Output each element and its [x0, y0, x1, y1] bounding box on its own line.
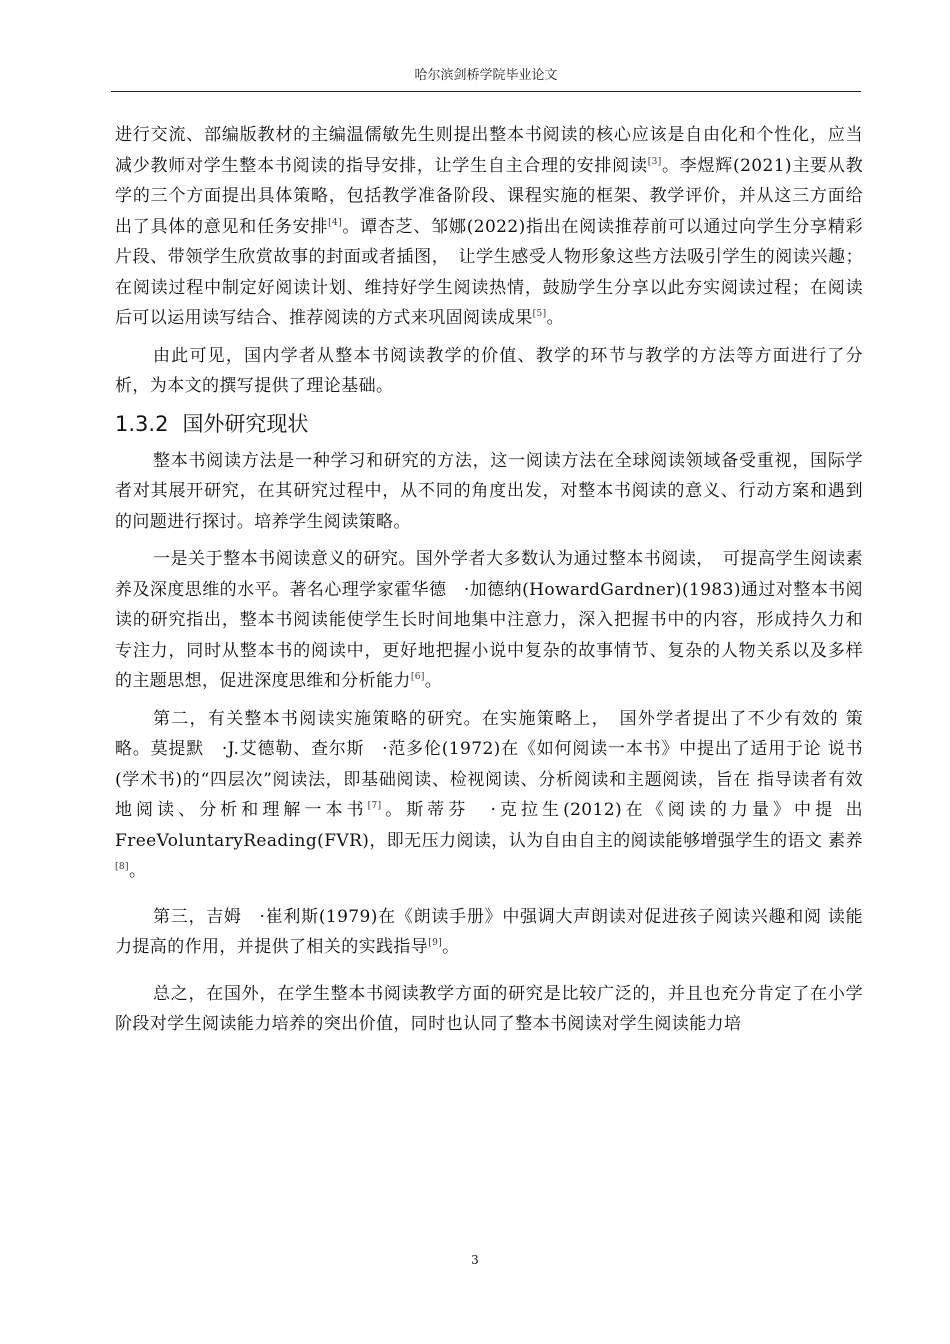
- citation: [9]: [428, 938, 443, 948]
- paragraph-foreign-summary: 总之，在国外，在学生整本书阅读教学方面的研究是比较广泛的，并且也充分肯定了在小学阶段对学生阅读能力培养的突出价值，同时也认同了整本书阅读对学生阅读能力培: [115, 983, 863, 1034]
- page-header: 哈尔滨剑桥学院毕业论文: [111, 64, 861, 92]
- section-title: 国外研究现状: [182, 411, 309, 436]
- paragraph-text: 。李煜辉(2021)主要从教学的三个方面提出具体策略，包括教学准备阶段、课程实施的框架、教学评价，并从这三方面给出了具体的意见和任务安排: [115, 155, 863, 237]
- paragraph-text: 。: [546, 308, 564, 328]
- citation: [4]: [328, 217, 343, 228]
- citation: [5]: [532, 309, 547, 319]
- paragraph-text: 。: [442, 937, 460, 957]
- body-text: [115, 120, 863, 1040]
- paragraph-text: 。: [128, 861, 147, 881]
- citation: [6]: [410, 672, 425, 682]
- paragraph-foreign-meaning: [115, 544, 863, 697]
- citation: [3]: [647, 156, 662, 167]
- paragraph-domestic-continued: [115, 120, 863, 334]
- paragraph-text: 。: [424, 671, 443, 691]
- paragraph-text: 。斯蒂芬 ·克拉生(2012)在《阅读的力量》中提 出 FreeVoluntaryReading(FVR)，即无压力阅读，认为自由自主的阅读能够增强学生的语文 素养: [115, 800, 863, 851]
- section-number: 1.3.2: [115, 411, 169, 436]
- paragraph-text: 第三，吉姆 ·崔利斯(1979)在《朗读手册》中强调大声朗读对促进孩子阅读兴趣和阅 读能力提高的作用，并提供了相关的实践指导: [115, 906, 863, 957]
- paragraph-foreign-strategy: [115, 704, 863, 887]
- section-heading: [115, 406, 863, 442]
- paragraph-foreign-intro: 整本书阅读方法是一种学习和研究的方法，这一阅读方法在全球阅读领域备受重视，国际学者对其展开研究，在其研究过程中，从不同的角度出发，对整本书阅读的意义、行动方案和遇到的问题进行探讨。培养学生阅读策略。: [115, 450, 863, 532]
- paragraph-text: 进行交流、部编版教材的主编温儒敏先生则提出整本书阅读的核心应该是自由化和个性化，应当减少教师对学生整本书阅读的指导安排，让学生自主合理的安排阅读: [115, 125, 863, 176]
- paragraph-foreign-read-aloud: [115, 902, 863, 963]
- paragraph-text: 第二，有关整本书阅读实施策略的研究。在实施策略上， 国外学者提出了不少有效的 策略。莫提默 ·J.艾德勒、查尔斯 ·范多伦(1972)在《如何阅读一本书》中提出了适用于论 说书(学术书)的“四层次”阅读法，即基础阅读、检视阅读、分析阅读和主题阅读，旨在 指导读者有效地阅读、分析和理解一本书: [115, 708, 863, 820]
- citation: [7]: [367, 801, 382, 811]
- paragraph-text: 一是关于整本书阅读意义的研究。国外学者大多数认为通过整本书阅读， 可提高学生阅读素养及深度思维的水平。著名心理学家霍华德 ·加德纳(HowardGardner)(1983)通过对整本书阅读的研究指出，整本书阅读能使学生长时间地集中注意力，深入把握书中的内容，形成持久力和专注力，同时从整本书的阅读中，更好地把握小说中复杂的故事情节、复杂的人物关系以及多样的主题思想，促进深度思维和分析能力: [115, 549, 863, 691]
- paragraph-summary-domestic: 由此可见，国内学者从整本书阅读教学的价值、教学的环节与教学的方法等方面进行了分析，为本文的撰写提供了理论基础。: [115, 345, 863, 396]
- paragraph-text: 。谭杏芝、邹娜(2022)指出在阅读推荐前可以通过向学生分享精彩片段、带领学生欣赏故事的封面或者插图， 让学生感受人物形象这些方法吸引学生的阅读兴趣；在阅读过程中制定好阅读计划、维持好学生阅读热情，鼓励学生分享以此夯实阅读过程；在阅读后可以运用读写结合、推荐阅读的方式来巩固阅读成果: [115, 216, 864, 328]
- page-number: 3: [471, 1253, 479, 1267]
- citation: [8]: [115, 862, 129, 872]
